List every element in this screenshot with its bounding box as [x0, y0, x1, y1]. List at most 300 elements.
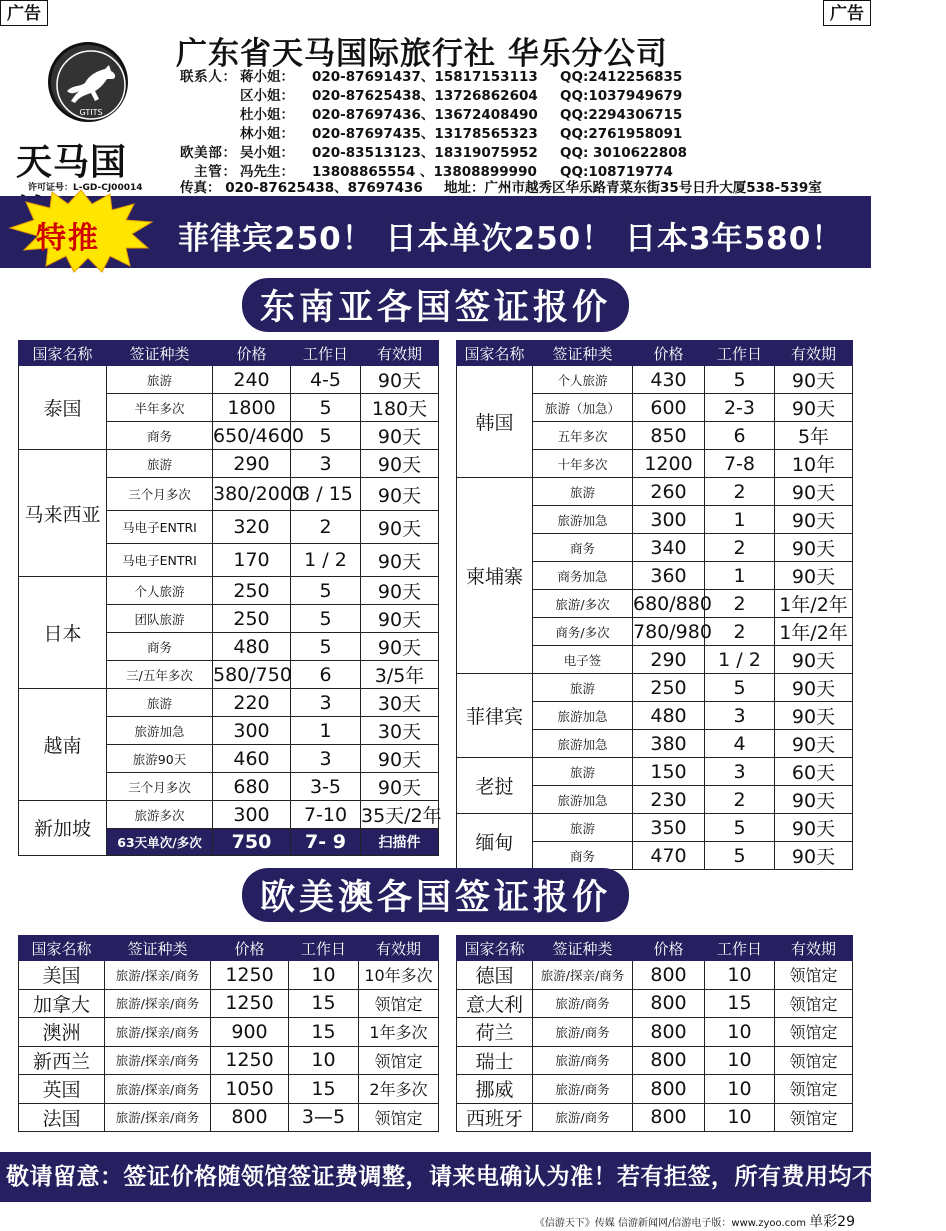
visa-type-cell: 十年多次: [533, 450, 633, 478]
column-header: 国家名称: [19, 936, 105, 961]
table-row: [19, 1046, 439, 1075]
western-table-left: [18, 935, 439, 1132]
table-row: [457, 961, 853, 990]
price-cell: 800: [633, 1046, 705, 1075]
visa-type-cell: 旅游/商务: [533, 1046, 633, 1075]
validity-cell: 领馆定: [775, 989, 853, 1018]
days-cell: 5: [291, 422, 361, 450]
price-cell: 1050: [211, 1075, 289, 1104]
contact-role: 欧美部：: [180, 145, 236, 161]
price-cell: 1250: [211, 989, 289, 1018]
contact-name: 区小姐：: [240, 88, 294, 104]
visa-type-cell: 旅游: [107, 450, 213, 478]
country-cell: 意大利: [457, 989, 533, 1018]
visa-type-cell: 五年多次: [533, 422, 633, 450]
price-cell: 380: [633, 730, 705, 758]
visa-type-cell: 旅游加急: [107, 717, 213, 745]
price-cell: 260: [633, 478, 705, 506]
table-row: [19, 577, 439, 605]
visa-type-cell: 半年多次: [107, 394, 213, 422]
days-cell: 1 / 2: [705, 646, 775, 674]
table-row: [19, 1103, 439, 1132]
country-cell: 韩国: [457, 366, 533, 478]
table-row: [19, 366, 439, 394]
contact-phone: 13808865554 、13808899990: [312, 164, 537, 180]
validity-cell: 90天: [775, 562, 853, 590]
credit-text: 《信游天下》传媒 信游新闻网/信游电子版：www.zyoo.com: [534, 1218, 810, 1229]
days-cell: 5: [705, 674, 775, 702]
price-cell: 1200: [633, 450, 705, 478]
days-cell: 1 / 2: [291, 544, 361, 577]
table-row: [457, 1075, 853, 1104]
price-cell: 290: [213, 450, 291, 478]
price-cell: 300: [633, 506, 705, 534]
notice-bar: 敬请留意：签证价格随领馆签证费调整，请来电确认为准！若有拒签，所有费用均不予退还: [0, 1152, 871, 1202]
visa-type-cell: 马电子ENTRI: [107, 544, 213, 577]
validity-cell: 10年: [775, 450, 853, 478]
visa-type-cell: 马电子ENTRI: [107, 511, 213, 544]
table-row: [19, 961, 439, 990]
validity-cell: 扫描件: [361, 829, 439, 856]
validity-cell: 30天: [361, 689, 439, 717]
price-cell: 470: [633, 842, 705, 870]
validity-cell: 领馆定: [775, 1075, 853, 1104]
validity-cell: 90天: [361, 544, 439, 577]
logo: [14, 36, 160, 196]
visa-type-cell: 旅游/探亲/商务: [105, 1046, 211, 1075]
table-row: [457, 674, 853, 702]
visa-type-cell: 商务加急: [533, 562, 633, 590]
ad-tag-right: 广告: [823, 0, 871, 26]
sea-title: 东南亚各国签证报价: [242, 278, 629, 332]
price-cell: 170: [213, 544, 291, 577]
country-cell: 柬埔寨: [457, 478, 533, 674]
price-cell: 800: [211, 1103, 289, 1132]
header: [0, 26, 871, 196]
contact-phone: 020-87697436、13672408490: [312, 107, 538, 123]
visa-type-cell: 旅游/探亲/商务: [105, 1103, 211, 1132]
visa-type-cell: 旅游多次: [107, 801, 213, 829]
contact-row: [180, 106, 870, 125]
country-cell: 新西兰: [19, 1046, 105, 1075]
visa-type-cell: 电子签: [533, 646, 633, 674]
price-cell: 850: [633, 422, 705, 450]
visa-type-cell: 个人旅游: [107, 577, 213, 605]
days-cell: 2: [705, 534, 775, 562]
country-cell: 老挝: [457, 758, 533, 814]
contact-row: [180, 125, 870, 144]
page-number: 单彩29: [809, 1214, 855, 1230]
visa-type-cell: 63天单次/多次: [107, 829, 213, 856]
visa-type-cell: 旅游（加急）: [533, 394, 633, 422]
days-cell: 10: [289, 961, 359, 990]
price-cell: 430: [633, 366, 705, 394]
price-cell: 1250: [211, 961, 289, 990]
days-cell: 5: [705, 842, 775, 870]
days-cell: 3: [705, 758, 775, 786]
visa-type-cell: 商务/多次: [533, 618, 633, 646]
days-cell: 3: [705, 702, 775, 730]
validity-cell: 1年/2年: [775, 618, 853, 646]
days-cell: 2-3: [705, 394, 775, 422]
days-cell: 15: [289, 989, 359, 1018]
visa-type-cell: 旅游: [107, 689, 213, 717]
column-header: 工作日: [705, 341, 775, 366]
validity-cell: 90天: [361, 773, 439, 801]
days-cell: 2: [705, 478, 775, 506]
table-row: [457, 758, 853, 786]
contact-name: 冯先生：: [240, 164, 294, 180]
column-header: 签证种类: [533, 936, 633, 961]
price-cell: 480: [633, 702, 705, 730]
days-cell: 7- 9: [291, 829, 361, 856]
contact-phone: 020-83513123、18319075952: [312, 145, 538, 161]
days-cell: 10: [289, 1046, 359, 1075]
visa-type-cell: 三/五年多次: [107, 661, 213, 689]
price-cell: 680: [213, 773, 291, 801]
price-cell: 300: [213, 801, 291, 829]
validity-cell: 领馆定: [775, 961, 853, 990]
table-header-row: [19, 936, 439, 961]
table-row: [457, 989, 853, 1018]
table-row: [457, 1018, 853, 1047]
country-cell: 西班牙: [457, 1103, 533, 1132]
validity-cell: 90天: [361, 745, 439, 773]
country-cell: 荷兰: [457, 1018, 533, 1047]
validity-cell: 90天: [361, 577, 439, 605]
days-cell: 5: [291, 577, 361, 605]
price-cell: 150: [633, 758, 705, 786]
visa-type-cell: 旅游: [533, 478, 633, 506]
validity-cell: 10年多次: [359, 961, 439, 990]
table-row: [19, 1018, 439, 1047]
validity-cell: 90天: [775, 534, 853, 562]
country-cell: 瑞士: [457, 1046, 533, 1075]
sea-table-left: [18, 340, 442, 856]
days-cell: 2: [291, 511, 361, 544]
days-cell: 7-10: [291, 801, 361, 829]
credit-line: [535, 1211, 855, 1231]
table-header-row: [457, 936, 853, 961]
visa-type-cell: 旅游加急: [533, 786, 633, 814]
fax-address-row: [180, 176, 822, 196]
table-header-row: [457, 341, 853, 366]
contact-phone: 020-87697435、13178565323: [312, 126, 538, 142]
contact-role: 主管：: [194, 164, 236, 180]
visa-type-cell: 旅游/探亲/商务: [533, 961, 633, 990]
days-cell: 6: [291, 661, 361, 689]
promo-badge: 特推: [36, 221, 100, 256]
contact-qq: QQ:2761958091: [560, 126, 683, 142]
price-cell: 580/750: [213, 661, 291, 689]
contact-name: 杜小姐：: [240, 107, 294, 123]
contact-qq: QQ:2412256835: [560, 69, 683, 85]
column-header: 价格: [211, 936, 289, 961]
days-cell: 3: [291, 450, 361, 478]
table-row: [457, 1103, 853, 1132]
visa-type-cell: 商务: [533, 842, 633, 870]
visa-type-cell: 旅游/商务: [533, 1103, 633, 1132]
contact-qq: QQ:108719774: [560, 164, 673, 180]
company-name: 广东省天马国际旅行社 华乐分公司: [176, 36, 668, 72]
validity-cell: 90天: [361, 478, 439, 511]
days-cell: 15: [289, 1018, 359, 1047]
validity-cell: 90天: [775, 366, 853, 394]
sea-table-right: [456, 340, 853, 870]
days-cell: 2: [705, 590, 775, 618]
price-cell: 800: [633, 961, 705, 990]
visa-type-cell: 旅游/商务: [533, 1018, 633, 1047]
validity-cell: 90天: [361, 450, 439, 478]
table-header-row: [19, 341, 439, 366]
column-header: 工作日: [705, 936, 775, 961]
validity-cell: 90天: [775, 478, 853, 506]
table-row: [19, 689, 439, 717]
country-cell: 新加坡: [19, 801, 107, 856]
table-row: [457, 366, 853, 394]
column-header: 价格: [633, 936, 705, 961]
column-header: 国家名称: [457, 936, 533, 961]
western-section-title: [0, 868, 871, 922]
validity-cell: 90天: [361, 511, 439, 544]
days-cell: 5: [705, 366, 775, 394]
days-cell: 1: [705, 562, 775, 590]
country-cell: 泰国: [19, 366, 107, 450]
contact-phone: 020-87625438、13726862604: [312, 88, 538, 104]
visa-type-cell: 旅游: [107, 366, 213, 394]
visa-type-cell: 旅游: [533, 674, 633, 702]
price-cell: 600: [633, 394, 705, 422]
visa-type-cell: 三个月多次: [107, 773, 213, 801]
price-cell: 320: [213, 511, 291, 544]
validity-cell: 1年多次: [359, 1018, 439, 1047]
visa-type-cell: 旅游/探亲/商务: [105, 961, 211, 990]
validity-cell: 3/5年: [361, 661, 439, 689]
visa-type-cell: 旅游/多次: [533, 590, 633, 618]
promo-text: 菲律宾250！ 日本单次250！ 日本3年580！: [178, 221, 844, 257]
days-cell: 3: [291, 745, 361, 773]
visa-type-cell: 旅游/探亲/商务: [105, 1018, 211, 1047]
validity-cell: 90天: [775, 646, 853, 674]
contact-list: [180, 68, 870, 182]
price-cell: 650/4600: [213, 422, 291, 450]
visa-type-cell: 旅游/探亲/商务: [105, 1075, 211, 1104]
validity-cell: 5年: [775, 422, 853, 450]
contact-role: 联系人：: [180, 69, 236, 85]
visa-type-cell: 旅游加急: [533, 730, 633, 758]
price-cell: 300: [213, 717, 291, 745]
price-cell: 680/880: [633, 590, 705, 618]
country-cell: 法国: [19, 1103, 105, 1132]
validity-cell: 90天: [775, 674, 853, 702]
price-cell: 350: [633, 814, 705, 842]
logo-text: 天马国: [16, 141, 128, 183]
days-cell: 2: [705, 618, 775, 646]
validity-cell: 领馆定: [359, 1103, 439, 1132]
contact-row: [180, 144, 870, 163]
sea-section-title: [0, 278, 871, 332]
price-cell: 220: [213, 689, 291, 717]
price-cell: 780/980: [633, 618, 705, 646]
validity-cell: 90天: [775, 702, 853, 730]
country-cell: 挪威: [457, 1075, 533, 1104]
price-cell: 460: [213, 745, 291, 773]
days-cell: 10: [705, 1046, 775, 1075]
price-cell: 900: [211, 1018, 289, 1047]
column-header: 有效期: [775, 341, 853, 366]
price-cell: 800: [633, 1075, 705, 1104]
country-cell: 加拿大: [19, 989, 105, 1018]
column-header: 有效期: [775, 936, 853, 961]
days-cell: 3 / 15: [291, 478, 361, 511]
promo-banner: [0, 196, 871, 268]
country-cell: 马来西亚: [19, 450, 107, 577]
validity-cell: 90天: [361, 605, 439, 633]
column-header: 价格: [633, 341, 705, 366]
western-table-right: [456, 935, 853, 1132]
price-cell: 290: [633, 646, 705, 674]
validity-cell: 领馆定: [775, 1046, 853, 1075]
price-cell: 250: [633, 674, 705, 702]
country-cell: 英国: [19, 1075, 105, 1104]
table-row: [19, 450, 439, 478]
visa-type-cell: 商务: [533, 534, 633, 562]
column-header: 价格: [213, 341, 291, 366]
price-cell: 480: [213, 633, 291, 661]
country-cell: 日本: [19, 577, 107, 689]
days-cell: 3: [291, 689, 361, 717]
contact-name: 吴小姐：: [240, 145, 294, 161]
validity-cell: 90天: [775, 786, 853, 814]
western-title: 欧美澳各国签证报价: [242, 868, 629, 922]
contact-row: [180, 87, 870, 106]
validity-cell: 领馆定: [359, 989, 439, 1018]
license-number: 许可证号：L-GD-CJ00014: [28, 183, 143, 193]
days-cell: 1: [291, 717, 361, 745]
column-header: 工作日: [291, 341, 361, 366]
price-cell: 230: [633, 786, 705, 814]
contact-name: 林小姐：: [240, 126, 294, 142]
visa-type-cell: 旅游/商务: [533, 1075, 633, 1104]
country-cell: 德国: [457, 961, 533, 990]
contact-qq: QQ: 3010622808: [560, 145, 687, 161]
days-cell: 10: [705, 961, 775, 990]
column-header: 签证种类: [107, 341, 213, 366]
days-cell: 3—5: [289, 1103, 359, 1132]
days-cell: 6: [705, 422, 775, 450]
validity-cell: 180天: [361, 394, 439, 422]
visa-type-cell: 旅游加急: [533, 506, 633, 534]
address: 地址：广州市越秀区华乐路青菜东街35号日升大厦538-539室: [444, 180, 822, 196]
column-header: 签证种类: [533, 341, 633, 366]
validity-cell: 90天: [775, 814, 853, 842]
contact-phone: 020-87691437、15817153113: [312, 69, 538, 85]
validity-cell: 2年多次: [359, 1075, 439, 1104]
days-cell: 3-5: [291, 773, 361, 801]
table-row: [19, 801, 439, 829]
visa-type-cell: 商务: [107, 422, 213, 450]
days-cell: 15: [705, 989, 775, 1018]
validity-cell: 30天: [361, 717, 439, 745]
days-cell: 10: [705, 1018, 775, 1047]
validity-cell: 90天: [775, 730, 853, 758]
column-header: 国家名称: [19, 341, 107, 366]
visa-type-cell: 旅游/商务: [533, 989, 633, 1018]
days-cell: 2: [705, 786, 775, 814]
validity-cell: 90天: [361, 422, 439, 450]
contact-name: 蒋小姐：: [240, 69, 294, 85]
days-cell: 5: [291, 605, 361, 633]
contact-row: [180, 68, 870, 87]
fax-number: 传真： 020-87625438、87697436: [180, 180, 423, 196]
table-row: [457, 478, 853, 506]
days-cell: 10: [705, 1103, 775, 1132]
validity-cell: 90天: [775, 394, 853, 422]
column-header: 签证种类: [105, 936, 211, 961]
validity-cell: 90天: [775, 506, 853, 534]
visa-type-cell: 旅游: [533, 758, 633, 786]
price-cell: 380/2000: [213, 478, 291, 511]
visa-type-cell: 旅游加急: [533, 702, 633, 730]
days-cell: 4-5: [291, 366, 361, 394]
days-cell: 5: [705, 814, 775, 842]
price-cell: 800: [633, 989, 705, 1018]
column-header: 有效期: [361, 341, 439, 366]
price-cell: 340: [633, 534, 705, 562]
days-cell: 7-8: [705, 450, 775, 478]
price-cell: 1800: [213, 394, 291, 422]
price-cell: 750: [213, 829, 291, 856]
validity-cell: 领馆定: [359, 1046, 439, 1075]
country-cell: 菲律宾: [457, 674, 533, 758]
country-cell: 美国: [19, 961, 105, 990]
visa-type-cell: 三个月多次: [107, 478, 213, 511]
days-cell: 15: [289, 1075, 359, 1104]
country-cell: 缅甸: [457, 814, 533, 870]
visa-type-cell: 团队旅游: [107, 605, 213, 633]
validity-cell: 1年/2年: [775, 590, 853, 618]
column-header: 国家名称: [457, 341, 533, 366]
days-cell: 10: [705, 1075, 775, 1104]
ad-tag-left: 广告: [0, 0, 48, 26]
contact-qq: QQ:1037949679: [560, 88, 683, 104]
visa-type-cell: 旅游: [533, 814, 633, 842]
validity-cell: 90天: [361, 366, 439, 394]
country-cell: 澳洲: [19, 1018, 105, 1047]
price-cell: 800: [633, 1103, 705, 1132]
days-cell: 5: [291, 633, 361, 661]
days-cell: 4: [705, 730, 775, 758]
validity-cell: 60天: [775, 758, 853, 786]
horse-logo-icon: [48, 42, 128, 122]
column-header: 工作日: [289, 936, 359, 961]
table-row: [457, 1046, 853, 1075]
price-cell: 1250: [211, 1046, 289, 1075]
validity-cell: 领馆定: [775, 1103, 853, 1132]
visa-type-cell: 个人旅游: [533, 366, 633, 394]
country-cell: 越南: [19, 689, 107, 801]
price-cell: 240: [213, 366, 291, 394]
validity-cell: 35天/2年: [361, 801, 439, 829]
table-row: [19, 1075, 439, 1104]
validity-cell: 90天: [775, 842, 853, 870]
table-row: [19, 989, 439, 1018]
price-cell: 250: [213, 577, 291, 605]
column-header: 有效期: [359, 936, 439, 961]
price-cell: 360: [633, 562, 705, 590]
price-cell: 250: [213, 605, 291, 633]
validity-cell: 领馆定: [775, 1018, 853, 1047]
